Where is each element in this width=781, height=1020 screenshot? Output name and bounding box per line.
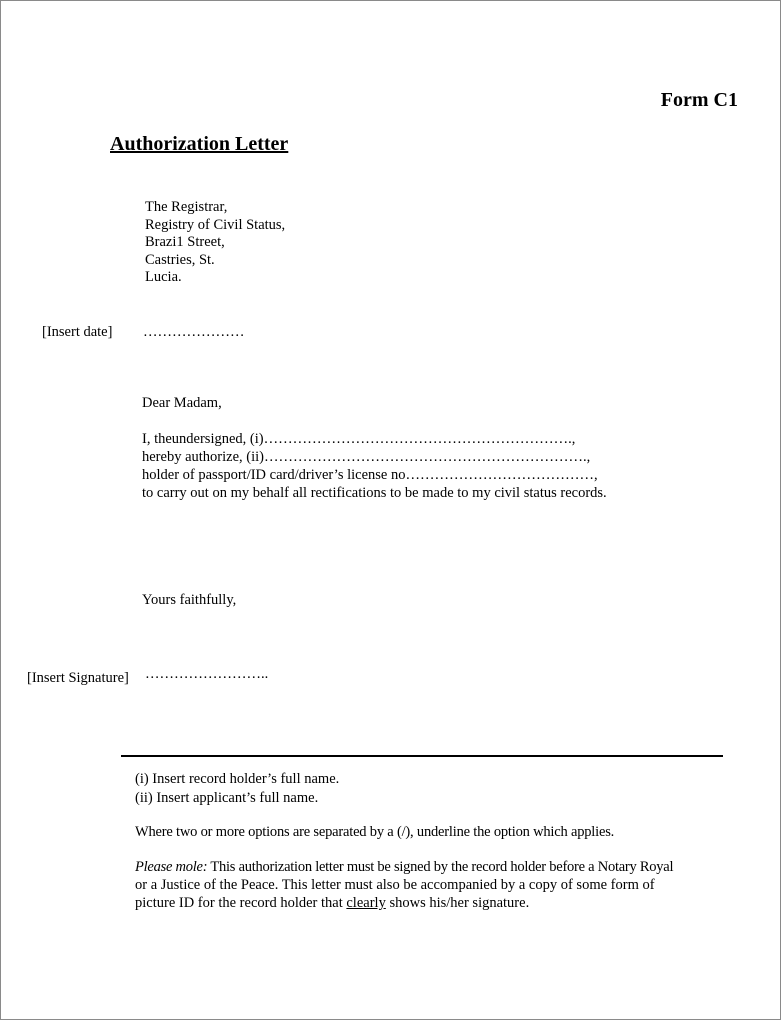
signature-label: [Insert Signature] [27, 670, 129, 686]
divider [121, 755, 723, 757]
address-line: Brazi1 Street, [145, 234, 225, 250]
footnote-ii: (ii) Insert applicant’s full name. [135, 790, 319, 806]
options-note: Where two or more options are separated by a (/), underline the option which applies. [135, 824, 615, 840]
form-label: Form C1 [660, 89, 738, 111]
please-note-line: or a Justice of the Peace. This letter must also be accompanied by a copy of some form of [135, 877, 655, 893]
please-note-text: This authorization letter must be signed by the record holder before a Notary Royal [207, 859, 674, 875]
body-line-holder-name[interactable]: I, theundersigned, (i)………………………………………………………., [142, 431, 576, 447]
closing: Yours faithfully, [142, 592, 237, 608]
salutation: Dear Madam, [142, 395, 222, 411]
date-blank[interactable]: ………………… [143, 324, 245, 340]
signature-blank[interactable]: …………………….. [145, 666, 269, 682]
body-line-id-number[interactable]: holder of passport/ID card/driver’s license no…………………………………, [142, 467, 598, 483]
please-note-line [135, 895, 529, 913]
footnote-i: (i) Insert record holder’s full name. [135, 771, 340, 787]
address-line: Registry of Civil Status, [145, 216, 286, 233]
underlined-word: clearly [346, 895, 386, 911]
address-line: The Registrar, [145, 199, 228, 215]
address-line: Lucia. [145, 269, 182, 285]
body-line-applicant-name[interactable]: hereby authorize, (ii)…………………………………………………………., [142, 449, 591, 465]
please-note-text: picture ID for the record holder that [135, 895, 347, 911]
date-label: [Insert date] [42, 324, 113, 340]
please-note-label: Please mole: [135, 859, 208, 875]
please-note-line [135, 859, 673, 877]
body-line-purpose: to carry out on my behalf all rectifications to be made to my civil status records. [142, 485, 607, 501]
please-note-text: shows his/her signature. [385, 895, 530, 911]
address-line: Castries, St. [145, 251, 215, 268]
letter-title: Authorization Letter [110, 133, 289, 155]
